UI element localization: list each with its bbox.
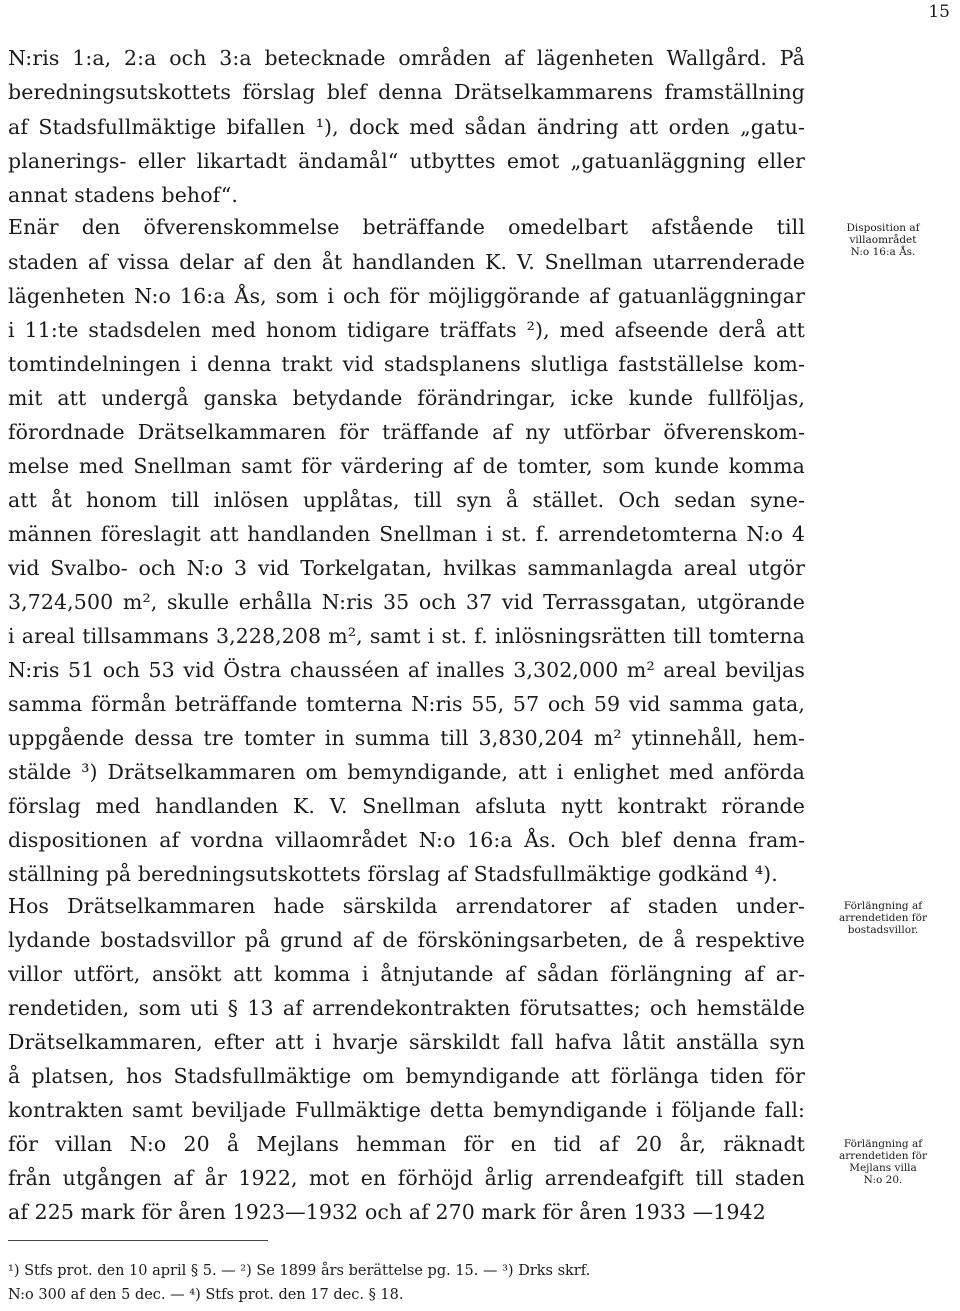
text-line: ställning på beredningsutskottets förslag af Stadsfullmäktige godkänd ⁴). [8, 862, 778, 886]
text-line: villor utfört, ansökt att komma i åtnjutande af sådan förlängning af ar- [8, 962, 805, 986]
text-line: beredningsutskottets förslag blef denna Drätselkammarens framställning [8, 80, 805, 104]
text-line: staden af vissa delar af den åt handlanden K. V. Snellman utarrenderade [8, 250, 805, 274]
text-line: samma förmån beträffande tomterna N:ris 55, 57 och 59 vid samma gata, [8, 692, 805, 716]
text-line: N:ris 51 och 53 vid Östra chausséen af inalles 3,302,000 m² areal beviljas [8, 658, 805, 682]
margin-note-line: Förlängning af [843, 900, 923, 912]
text-line: tomtindelningen i denna trakt vid stadsplanens slutliga fastställelse kom- [8, 352, 805, 376]
margin-note-line: arrendetiden för [838, 912, 928, 924]
text-line: lägenheten N:o 16:a Ås, som i och för möjliggörande af gatuanläggningar [8, 284, 805, 308]
text-line: stälde ³) Drätselkammaren om bemyndigande, att i enlighet med anförda [8, 760, 805, 784]
text-line: annat stadens behof“. [8, 183, 238, 207]
text-line: af Stadsfullmäktige bifallen ¹), dock med sådan ändring att orden „gatu- [8, 115, 805, 139]
page-number: 15 [928, 2, 950, 22]
text-line: mit att undergå ganska betydande förändringar, icke kunde fullföljas, [8, 386, 805, 410]
margin-note-line: arrendetiden för [838, 1150, 928, 1162]
text-line: att åt honom till inlösen upplåtas, till syn å stället. Och sedan syne- [8, 488, 805, 512]
margin-note-line: N:o 20. [863, 1174, 903, 1186]
margin-note-line: Förlängning af [843, 1138, 923, 1150]
margin-note [813, 222, 953, 258]
text-line: N:ris 1:a, 2:a och 3:a betecknade områden af lägenheten Wallgård. På [8, 46, 805, 70]
text-line: af 225 mark för åren 1923—1932 och af 270 mark för åren 1933 —1942 [8, 1200, 766, 1224]
text-line: rendetiden, som uti § 13 af arrendekontrakten förutsattes; och hemstälde [8, 996, 805, 1020]
footnote-divider [8, 1240, 268, 1241]
text-line: förordnade Drätselkammaren för träffande af ny utförbar öfverenskom- [8, 420, 805, 444]
text-line: förslag med handlanden K. V. Snellman afsluta nytt kontrakt rörande [8, 794, 805, 818]
margin-note-line: N:o 16:a Ås. [850, 246, 916, 258]
text-line: planerings- eller likartadt ändamål“ utbyttes emot „gatuanläggning eller [8, 149, 805, 173]
margin-note [813, 1138, 953, 1186]
footnote: N:o 300 af den 5 dec. — ⁴) Stfs prot. den 17 dec. § 18. [8, 1287, 404, 1303]
text-line: 3,724,500 m², skulle erhålla N:ris 35 och 37 vid Terrassgatan, utgörande [8, 590, 805, 614]
text-line: dispositionen af vordna villaområdet N:o 16:a Ås. Och blef denna fram- [8, 828, 805, 852]
margin-note-line: bostadsvillor. [847, 924, 919, 936]
margin-note-line: Mejlans villa [849, 1162, 917, 1174]
text-line: vid Svalbo- och N:o 3 vid Torkelgatan, hvilkas sammanlagda areal utgör [8, 556, 805, 580]
text-line: från utgången af år 1922, mot en förhöjd årlig arrendeafgift till staden [8, 1166, 805, 1190]
text-line: lydande bostadsvillor på grund af de försköningsarbeten, de å respektive [8, 928, 805, 952]
text-line: Enär den öfverenskommelse beträffande omedelbart afstående till [8, 215, 805, 239]
text-line: i 11:te stadsdelen med honom tidigare träffats ²), med afseende derå att [8, 318, 805, 342]
text-line: uppgående dessa tre tomter in summa till 3,830,204 m² ytinnehåll, hem- [8, 726, 805, 750]
margin-note-line: villaområdet [849, 234, 917, 246]
text-line: Drätselkammaren, efter att i hvarje särskildt fall hafva låtit anställa syn [8, 1030, 805, 1054]
text-line: männen föreslagit att handlanden Snellman i st. f. arrendetomterna N:o 4 [8, 522, 805, 546]
text-line: i areal tillsammans 3,228,208 m², samt i st. f. inlösningsrätten till tomterna [8, 624, 805, 648]
text-line: Hos Drätselkammaren hade särskilda arrendatorer af staden under- [8, 894, 805, 918]
text-line: å platsen, hos Stadsfullmäktige om bemyndigande att förlänga tiden för [8, 1064, 805, 1088]
text-line: melse med Snellman samt för värdering af de tomter, som kunde komma [8, 454, 805, 478]
margin-note-line: Disposition af [846, 222, 920, 234]
text-line: för villan N:o 20 å Mejlans hemman för en tid af 20 år, räknadt [8, 1132, 805, 1156]
text-line: kontrakten samt beviljade Fullmäktige detta bemyndigande i följande fall: [8, 1098, 805, 1122]
footnote: ¹) Stfs prot. den 10 april § 5. — ²) Se 1899 års berättelse pg. 15. — ³) Drks skrf. [8, 1263, 591, 1279]
margin-note [813, 900, 953, 936]
